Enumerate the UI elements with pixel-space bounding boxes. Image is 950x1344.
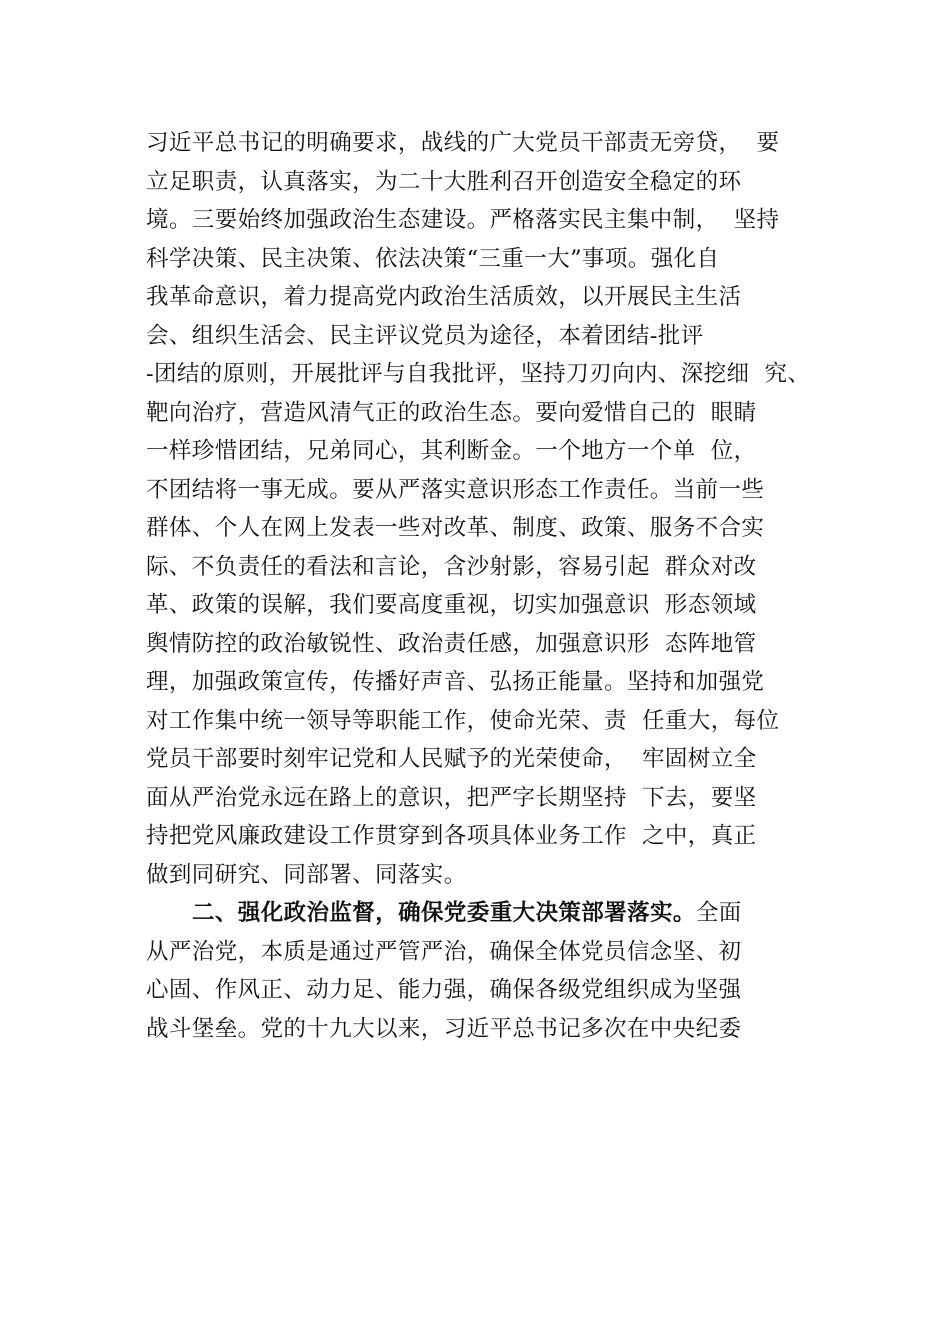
text-line: 做到同研究、同部署、同落实。: [146, 861, 467, 888]
text-line: 会、组织生活会、民主评议党员为途径，本着团结-批评: [146, 322, 704, 349]
text-line: 战斗堡垒。党的十九大以来，习近平总书记多次在中央纪委: [146, 1015, 742, 1042]
text-line: 对工作集中统一领导等职能工作，使命光荣、责 任重大，每位: [146, 707, 780, 734]
text-line: 群体、个人在网上发表一些对改革、制度、政策、服务不合实: [146, 515, 765, 541]
text-line: 科学决策、民主决策、依法决策“三重一大”事项。强化自: [146, 245, 720, 272]
text-line: 理，加强政策宣传，传播好声音、弘扬正能量。坚持和加强党: [146, 669, 765, 695]
section-heading-line: [146, 894, 846, 933]
text-line: 立足职责，认真落实，为二十大胜利召开创造安全稳定的环: [146, 168, 742, 195]
text-line: 持把党风廉政建设工作贯穿到各项具体业务工作 之中，真正: [146, 823, 757, 849]
text-line: 境。三要始终加强政治生态建设。严格落实民主集中制， 坚持: [146, 207, 780, 233]
text-line: 习近平总书记的明确要求，战线的广大党员干部责无旁贷， 要: [146, 130, 780, 156]
text-line: 际、不负责任的看法和言论，含沙射影，容易引起 群众对改: [146, 553, 757, 580]
text-line: -团结的原则，开展批评与自我批评，坚持刀刃向内、深挖细 究、: [146, 361, 811, 387]
section-heading-tail: 全面: [695, 900, 742, 926]
text-line: 我革命意识，着力提高党内政治生活质效，以开展民主生活: [146, 284, 742, 310]
text-line: 不团结将一事无成。要从严落实意识形态工作责任。当前一些: [146, 476, 765, 503]
text-line: 面从严治党永远在路上的意识，把严字长期坚持 下去，要坚: [146, 784, 757, 811]
text-line: 一样珍惜团结，兄弟同心，其利断金。一个地方一个单 位，: [146, 438, 757, 464]
section-heading: 二、强化政治监督，确保党委重大决策部署落实。: [192, 900, 696, 926]
body-text: [146, 124, 846, 1048]
text-line: 靶向治疗，营造风清气正的政治生态。要向爱惜自己的 眼睛: [146, 399, 757, 426]
text-line: 党员干部要时刻牢记党和人民赋予的光荣使命， 牢固树立全: [146, 746, 757, 772]
text-line: 心固、作风正、动力足、能力强，确保各级党组织成为坚强: [146, 977, 742, 1003]
text-line: 革、政策的误解，我们要高度重视，切实加强意识 形态领域: [146, 592, 757, 618]
text-line: 从严治党，本质是通过严管严治，确保全体党员信念坚、初: [146, 938, 742, 965]
text-line: 舆情防控的政治敏锐性、政治责任感，加强意识形 态阵地管: [146, 630, 757, 657]
